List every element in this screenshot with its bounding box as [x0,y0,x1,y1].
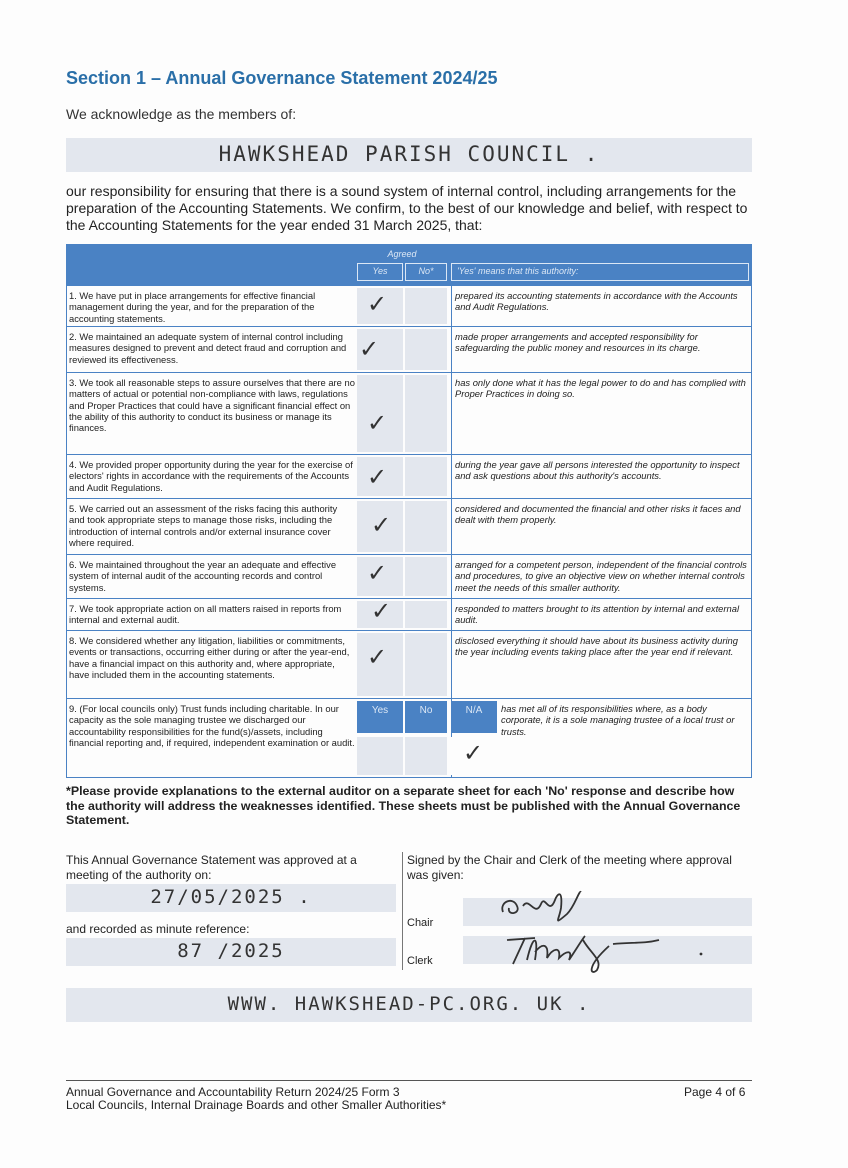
checkmark-icon: ✓ [463,739,484,767]
no-checkbox[interactable] [405,375,447,452]
means-header: 'Yes' means that this authority: [457,266,579,276]
row9-yes-checkbox[interactable] [357,737,403,775]
statement-text: 5. We carried out an assessment of the risks facing this authority and took appropriate steps to manage those risks, including the introduction of internal controls and/or external insurance cover where required. [69,503,338,548]
minute-reference-field[interactable] [66,938,396,966]
website-field[interactable] [66,988,752,1022]
council-name-field[interactable] [66,138,752,172]
chair-signature-icon [463,886,752,926]
checkmark-icon: ✓ [367,290,388,318]
row9-no-checkbox[interactable] [405,737,447,775]
meeting-date-field[interactable] [66,884,396,912]
meaning-text: during the year gave all persons interested the opportunity to inspect and ask questions about this authority's accounts. [455,459,740,482]
minute-reference-value: 87 /2025 [177,940,285,962]
no-checkbox[interactable] [405,557,447,596]
table-header [67,245,751,285]
meaning-text: considered and documented the financial and other risks it faces and dealt with them properly. [455,503,741,526]
statement-text: 9. (For local councils only) Trust funds including charitable. In our capacity as the sole managing trustee we discharged our accountability responsibilities for the fund(s)/assets, including financial reporting and, if required, independent examination or audit. [69,703,355,748]
statement-text: 7. We took appropriate action on all matters raised in reports from internal and external audit. [69,603,342,626]
website-value: WWW. HAWKSHEAD-PC.ORG. UK . [227,993,591,1015]
row9-yes-header: Yes [357,701,403,733]
meaning-text: arranged for a competent person, independent of the financial controls and procedures, to give an objective view on whether internal controls meet the needs of this smaller authority. [455,559,747,593]
footer-authorities: Local Councils, Internal Drainage Boards and other Smaller Authorities* [66,1098,447,1112]
chair-label: Chair [407,917,434,929]
section-title: Section 1 – Annual Governance Statement 2024/25 [66,68,498,88]
meaning-text: made proper arrangements and accepted responsibility for safeguarding the public money and resources in its charge. [455,331,701,354]
clerk-signature-field[interactable] [463,936,752,964]
meaning-text: prepared its accounting statements in accordance with the Accounts and Audit Regulations. [455,290,738,313]
table-row-trust-funds [67,698,751,777]
meaning-text: responded to matters brought to its attention by internal and external audit. [455,603,740,626]
no-checkbox[interactable] [405,501,447,552]
clerk-signature-icon [463,930,752,970]
yes-header: Yes [372,266,388,276]
statement-text: 2. We maintained an adequate system of internal control including measures designed to prevent and detect fraud and corruption and reviewed its effectiveness. [69,331,347,365]
approved-text: This Annual Governance Statement was approved at a meeting of the authority on: [66,853,357,882]
table-row [67,372,751,454]
statement-text: 4. We provided proper opportunity during the year for the exercise of electors' rights in accordance with the requirements of the Accounts and Audit Regulations. [69,459,353,493]
recorded-text: and recorded as minute reference: [66,922,250,936]
table-row [67,326,751,372]
no-checkbox[interactable] [405,633,447,696]
responsibility-text: our responsibility for ensuring that there is a sound system of internal control, including arrangements for the preparation of the Accounting Statements. We confirm, to the best of our knowledge and belief, with respect to the Accounting Statements for the year ended 31 March 2025, that: [66,183,748,233]
governance-table [66,244,752,778]
table-row [67,454,751,498]
page-number: Page 4 of 6 [684,1085,746,1099]
no-checkbox[interactable] [405,601,447,628]
agreed-header: Agreed [387,249,417,259]
no-checkbox[interactable] [405,329,447,370]
vertical-divider [402,852,403,970]
checkmark-icon: ✓ [367,409,388,437]
no-checkbox[interactable] [405,457,447,496]
chair-signature-field[interactable] [463,898,752,926]
table-row [67,498,751,554]
council-name-value: HAWKSHEAD PARISH COUNCIL . [218,142,600,166]
meeting-date-value: 27/05/2025 . [150,886,312,908]
no-header: No* [418,266,434,276]
table-row [67,630,751,698]
row9-na-header: N/A [451,701,497,733]
checkmark-icon: ✓ [367,559,388,587]
clerk-label: Clerk [407,955,433,967]
statement-text: 6. We maintained throughout the year an adequate and effective system of internal audit of the accounting records and control systems. [69,559,337,593]
statement-text: 1. We have put in place arrangements for effective financial management during the year, and for the preparation of the accounting statements. [69,290,316,324]
meaning-text: has only done what it has the legal power to do and has complied with Proper Practices in doing so. [455,377,746,400]
checkmark-icon: ✓ [359,335,380,363]
acknowledge-text: We acknowledge as the members of: [66,106,297,122]
signed-text: Signed by the Chair and Clerk of the meeting where approval was given: [407,853,732,882]
footer-rule [66,1080,752,1081]
checkmark-icon: ✓ [367,463,388,491]
row9-no-header: No [405,701,447,733]
footer-form-title: Annual Governance and Accountability Return 2024/25 Form 3 [66,1085,400,1099]
statement-text: 3. We took all reasonable steps to assure ourselves that there are no matters of actual or potential non-compliance with laws, regulations and Proper Practices that could have a significant financial effect on the ability of this authority to conduct its business or manage its finances. [69,377,355,434]
explanation-note: *Please provide explanations to the external auditor on a separate sheet for each 'No' response and describe how the authority will address the weaknesses identified. These sheets must be published with the Annual Governance Statement. [66,784,741,827]
table-row [67,554,751,598]
checkmark-icon: ✓ [371,511,392,539]
no-checkbox[interactable] [405,288,447,324]
statement-text: 8. We considered whether any litigation, liabilities or commitments, events or transactions, occurring either during or after the year-end, have a financial impact on this authority and, where appropriate, have included them in the accounting statements. [69,635,350,680]
checkmark-icon: ✓ [371,597,392,625]
checkmark-icon: ✓ [367,643,388,671]
meaning-text: disclosed everything it should have about its business activity during the year including events taking place after the year end if relevant. [455,635,738,658]
meaning-text: has met all of its responsibilities where, as a body corporate, it is a sole managing trustee of a local trust or trusts. [501,703,735,737]
table-row [67,598,751,630]
table-row [67,285,751,326]
